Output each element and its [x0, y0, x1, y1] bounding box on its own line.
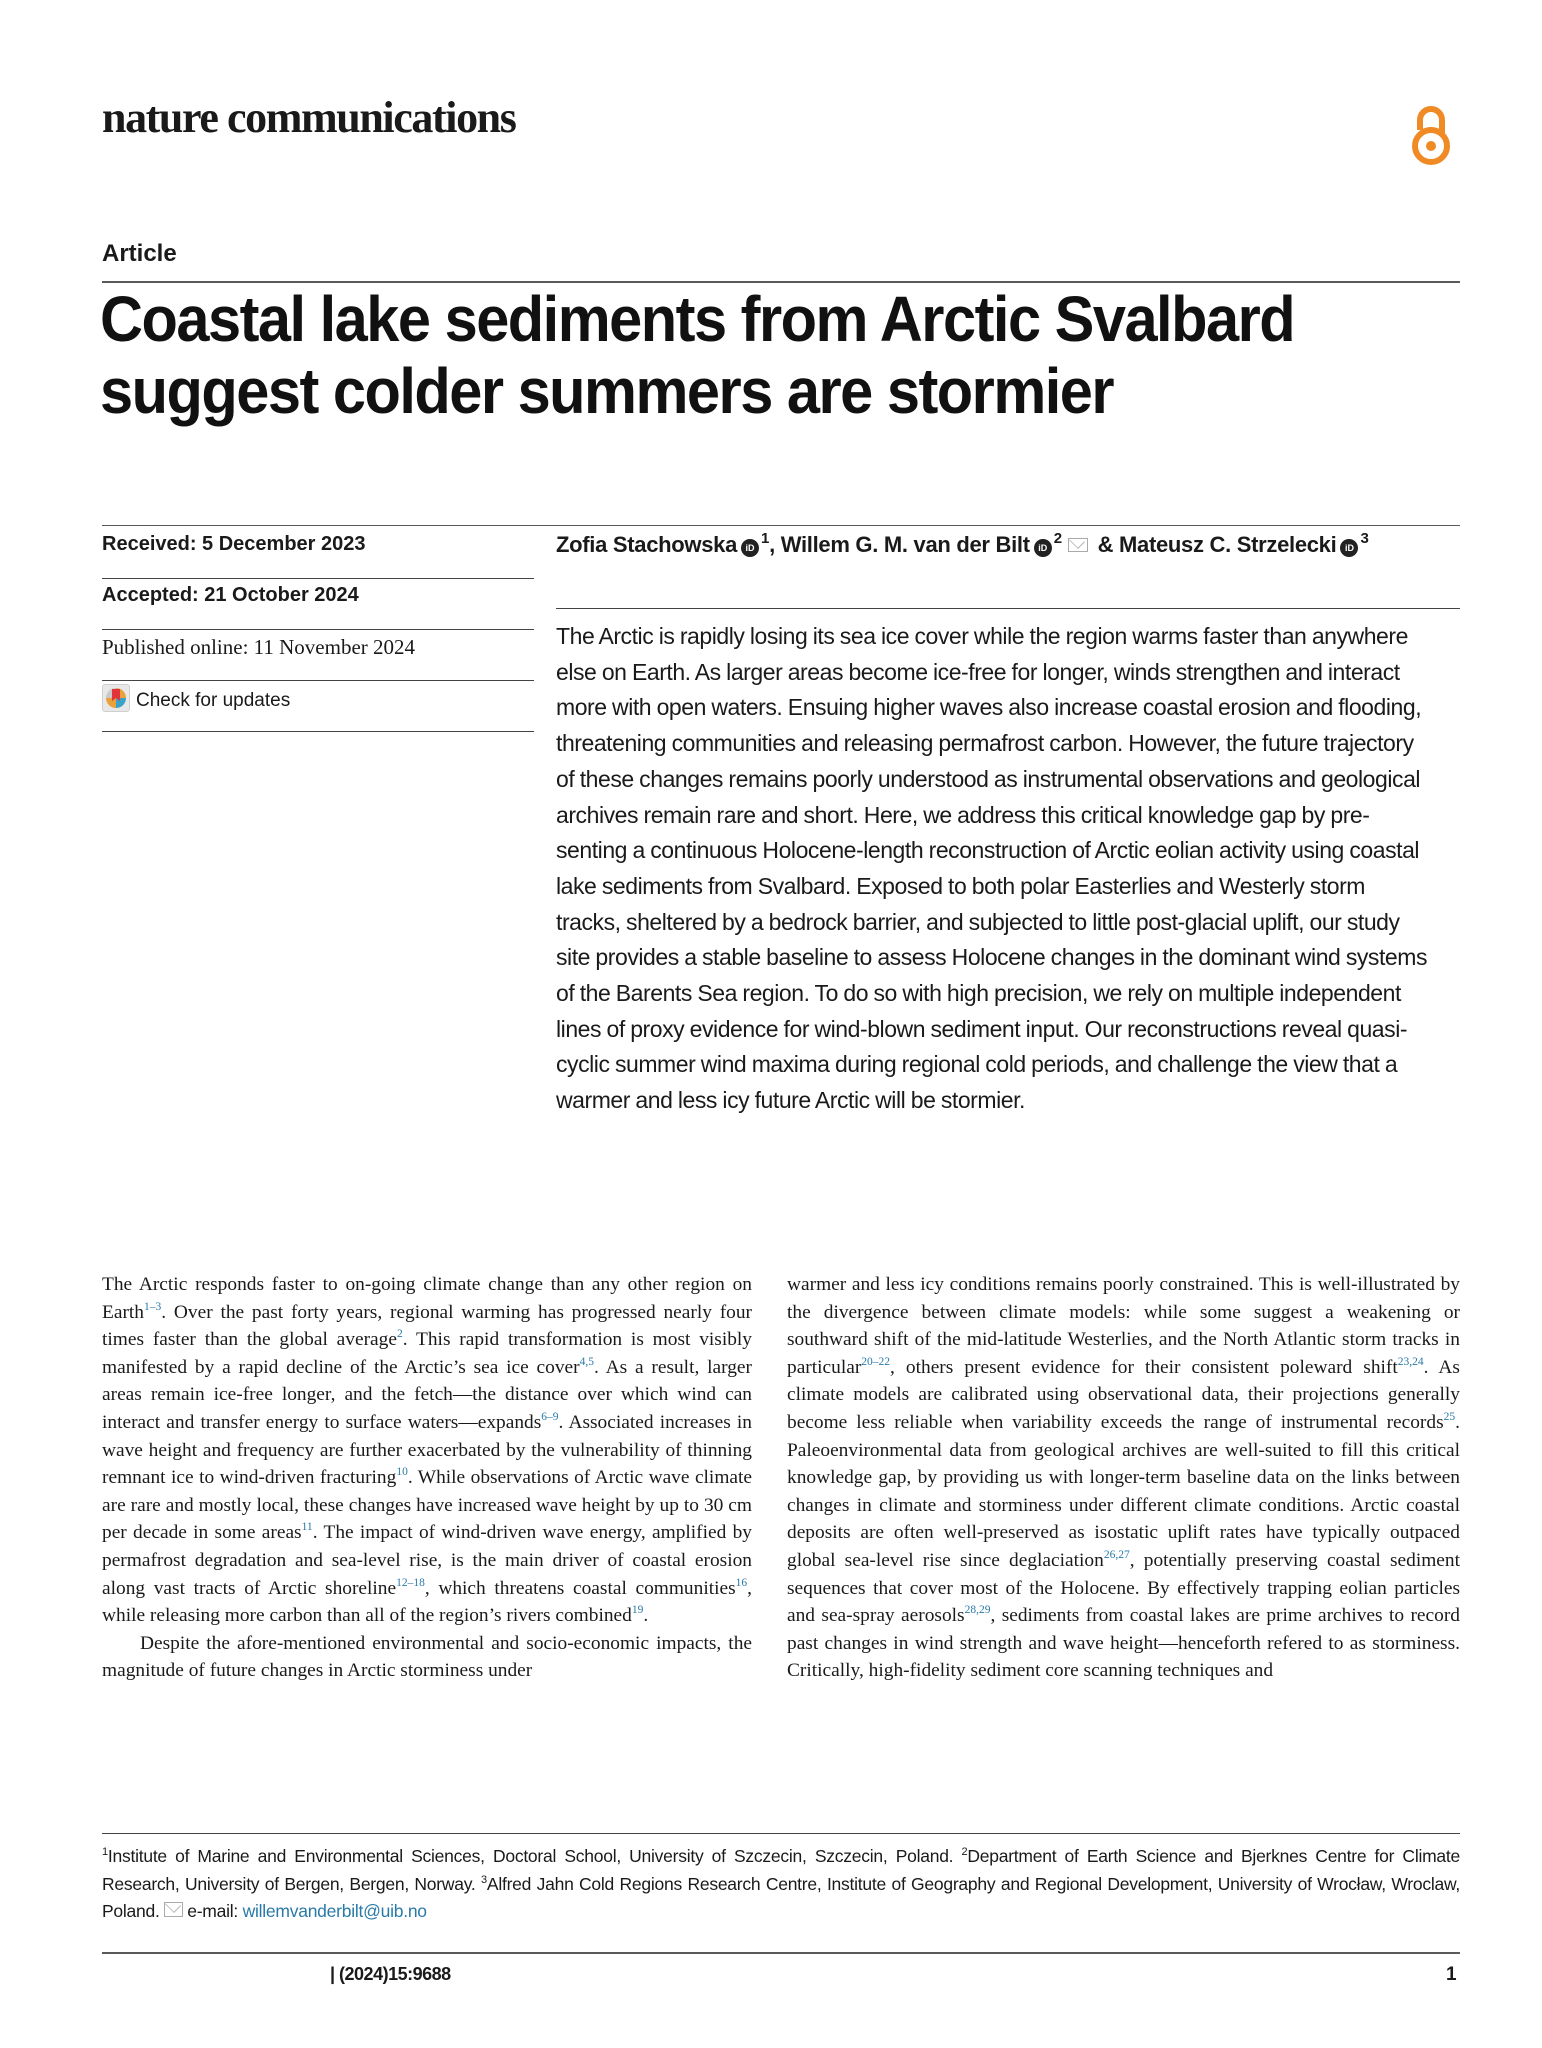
- body-column-right: [787, 1271, 1460, 1685]
- citation-link[interactable]: 4,5: [579, 1355, 594, 1368]
- body-text: , which threatens coastal communities: [424, 1577, 736, 1599]
- citation-link[interactable]: 25: [1443, 1410, 1456, 1423]
- affiliation-text: Alfred Jahn Cold Regions Research Centre, Institute of Geography and Regional Development, University of Wrocław, Wroclaw, Poland.: [102, 1873, 1460, 1921]
- affiliation-number: 2: [961, 1846, 968, 1858]
- journal-logo: nature communications: [102, 93, 516, 142]
- author-name[interactable]: Mateusz C. Strzelecki: [1118, 532, 1337, 557]
- date-divider: [102, 680, 534, 681]
- envelope-icon[interactable]: [1068, 538, 1088, 552]
- footer-rule: [102, 1952, 1460, 1954]
- accepted-date: Accepted: 21 October 2024: [102, 584, 359, 606]
- citation-link[interactable]: 12–18: [396, 1576, 425, 1589]
- affiliation-text: Department of Earth Science and Bjerknes Centre for Climate Research, University of Bergen, Bergen, Norway.: [102, 1846, 1460, 1894]
- affiliations: [102, 1843, 1460, 1926]
- affiliation-text: Institute of Marine and Environmental Sciences, Doctoral School, University of Szczecin, Szczecin, Poland.: [107, 1846, 962, 1866]
- affiliation-number: 3: [481, 1873, 487, 1886]
- body-text: , sediments from coastal lakes are prime archives to record past changes in wind strength and wave height—henceforth refered to as storminess. Critically, high-fidelity sediment core scanning techniques and: [787, 1605, 1460, 1682]
- author-name[interactable]: Willem G. M. van der Bilt: [780, 532, 1030, 557]
- author-separator: ,: [769, 532, 781, 557]
- citation-link[interactable]: 10: [396, 1466, 408, 1479]
- email-link[interactable]: willemvanderbilt@uib.no: [242, 1901, 427, 1921]
- open-access-lock-icon: [1406, 100, 1456, 168]
- orcid-icon[interactable]: iD: [1034, 539, 1052, 557]
- dates-top-rule: [102, 525, 1460, 526]
- body-paragraph: [102, 1271, 752, 1630]
- published-date: Published online: 11 November 2024: [102, 635, 416, 659]
- body-text: , potentially preserving coastal sediment sequences that cover most of the Holocene. By effectively trapping eolian particles and sea-spray aerosols: [787, 1549, 1460, 1627]
- citation-link[interactable]: 11: [301, 1521, 313, 1534]
- citation-link[interactable]: 16: [735, 1576, 748, 1589]
- author-separator: &: [1091, 532, 1119, 557]
- citation-link[interactable]: 26,27: [1103, 1548, 1130, 1561]
- body-text: . Over the past forty years, regional warming has progressed nearly four times faster than the global average: [102, 1301, 752, 1351]
- page-number: 1: [1446, 1964, 1457, 1985]
- body-text: . Paleoenvironmental data from geological archives are well-suited to fill this critical knowledge gap, by providing us with longer-term baseline data on the links between changes in climate and storminess under different climate conditions. Arctic coastal deposits are often well-preserved as isostatic uplift rates have typically outpaced global sea-level rise since deglaciation: [787, 1411, 1460, 1571]
- body-paragraph: [787, 1271, 1460, 1685]
- body-paragraph: Despite the afore-mentioned environmental and socio-economic impacts, the magnitude of future changes in Arctic storminess under: [102, 1632, 752, 1682]
- body-text: . Associated increases in wave height and frequency are further exacerbated by the vulnerability of thinning remnant ice to wind-driven fracturing: [102, 1411, 752, 1489]
- orcid-icon[interactable]: iD: [741, 539, 759, 557]
- date-divider: [102, 629, 534, 630]
- article-title: Coastal lake sediments from Arctic Svalbard suggest colder summers are stormier: [100, 283, 1295, 427]
- check-for-updates-link[interactable]: [102, 684, 534, 712]
- affiliation-number: 1: [102, 1846, 108, 1858]
- article-type-label: Article: [102, 240, 177, 267]
- citation-link[interactable]: 23,24: [1397, 1355, 1424, 1368]
- envelope-icon: [164, 1902, 183, 1917]
- affiliation-marker: 3: [1360, 530, 1369, 547]
- received-date: Received: 5 December 2023: [102, 533, 366, 555]
- citation-link[interactable]: 6–9: [541, 1410, 559, 1423]
- date-divider: [102, 731, 534, 732]
- body-text: , while releasing more carbon than all of the region’s rivers combined: [102, 1577, 753, 1627]
- check-for-updates-icon: [102, 684, 130, 712]
- body-text: , others present evidence for their consistent poleward shift: [890, 1356, 1398, 1378]
- body-column-left: [102, 1271, 752, 1685]
- body-text: . This rapid transformation is most visibly manifested by a rapid decline of the Arctic’s sea ice cover: [102, 1329, 752, 1378]
- affiliations-rule: [102, 1833, 1460, 1834]
- citation-link[interactable]: 2: [396, 1328, 403, 1341]
- citation-reference: | (2024)15:9688: [330, 1964, 451, 1984]
- citation-link[interactable]: 1–3: [144, 1300, 162, 1313]
- citation-link[interactable]: 20–22: [861, 1355, 891, 1368]
- check-for-updates-label: Check for updates: [136, 690, 291, 711]
- body-text: . The impact of wind-driven wave energy, amplified by permafrost degradation and sea-level rise, is the main driver of coastal erosion along vast tracts of Arctic shoreline: [102, 1522, 752, 1599]
- affiliation-marker: 2: [1053, 530, 1062, 547]
- body-text: .: [643, 1605, 649, 1627]
- citation-link[interactable]: 19: [631, 1604, 644, 1617]
- orcid-icon[interactable]: iD: [1340, 539, 1358, 557]
- author-name[interactable]: Zofia Stachowska: [556, 532, 738, 557]
- abstract-top-rule: [556, 608, 1460, 609]
- body-text: . As climate models are calibrated using observational data, their projections generally become less reliable when variability exceeds the range of instrumental records: [787, 1356, 1460, 1433]
- citation-link[interactable]: 28,29: [964, 1604, 991, 1617]
- body-text: . While observations of Arctic wave climate are rare and mostly local, these changes have increased wave height by up to 30 cm per decade in some areas: [102, 1467, 753, 1544]
- date-divider: [102, 578, 534, 579]
- body-text: . As a result, larger areas remain ice-free longer, and the fetch—the distance over which wind can interact and transfer energy to surface waters—expands: [102, 1356, 752, 1433]
- affiliation-marker: 1: [761, 530, 770, 547]
- author-list: [556, 530, 1368, 558]
- email-label: e-mail:: [187, 1901, 243, 1921]
- body-text: warmer and less icy conditions remains poorly constrained. This is well-illustrated by the divergence between climate models: while some suggest a weakening or southward shift of the mid-latitude Westerlies, and the North Atlantic storm tracks in particular: [787, 1274, 1460, 1378]
- abstract: The Arctic is rapidly losing its sea ice cover while the region warms faster than anywhere else on Earth. As larger areas become ice-free for longer, winds strengthen and interact more with open waters. Ensuing higher waves also increase coastal erosion and flooding, threatening communities and releasing permafrost carbon. However, the future trajectory of these changes remains poorly understood as instrumental observations and geological archives remain rare and short. Here, we address this critical knowledge gap by presenting a continuous Holocene-length reconstruction of Arctic eolian activity using coastal lake sediments from Svalbard. Exposed to both polar Easterlies and Westerly storm tracks, sheltered by a bedrock barrier, and subjected to little post-glacial uplift, our study site provides a stable baseline to assess Holocene changes in the dominant wind systems of the Barents Sea region. To do so with high precision, we rely on multiple independent lines of proxy evidence for wind-blown sediment input. Our reconstructions reveal quasi-cyclic summer wind maxima during regional cold periods, and challenge the view that a warmer and less icy future Arctic will be stormier.: [556, 623, 1428, 1114]
- body-text: The Arctic responds faster to on-going climate change than any other region on Earth: [102, 1274, 752, 1323]
